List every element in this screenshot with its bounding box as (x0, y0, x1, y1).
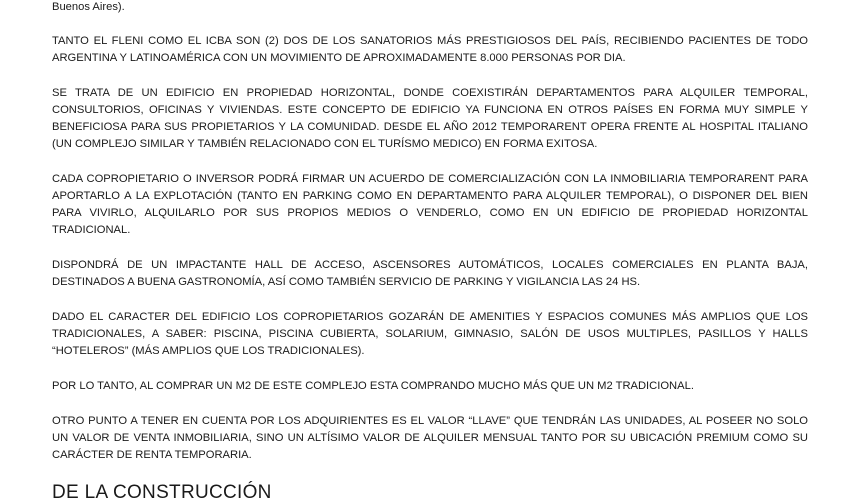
paragraph-amenities: DADO EL CARACTER DEL EDIFICIO LOS COPROPIETARIOS GOZARÁN DE AMENITIES Y ESPACIOS COMUNES MÁS AMPLIOS QUE LOS TRADICIONALES, A SABER: PISCINA, PISCINA CUBIERTA, SOLARIUM, GIMNASIO, SALÓN DE USOS MULTIPLES, PASILLOS Y HALLS “HOTELEROS” (MÁS AMPLIOS QUE LOS TRADICIONALES). (52, 311, 808, 357)
section-heading: DE LA CONSTRUCCIÓN (52, 482, 272, 503)
paragraph-propiedad-horizontal: SE TRATA DE UN EDIFICIO EN PROPIEDAD HORIZONTAL, DONDE COEXISTIRÁN DEPARTAMENTOS PARA ALQUILER TEMPORAL, CONSULTORIOS, OFICINAS Y VIVIENDAS. ESTE CONCEPTO DE EDIFICIO YA FUNCIONA EN OTROS PAÍSES EN FORMA MUY SIMPLE Y BENEFICIOSA PARA SUS PROPIETARIOS Y LA COMUNIDAD. DESDE EL AÑO 2012 TEMPORARENT OPERA FRENTE AL HOSPITAL ITALIANO (UN COMPLEJO SIMILAR Y TAMBIÉN RELACIONADO CON EL TURÍSMO MEDICO) EN FORMA EXITOSA. (52, 87, 808, 150)
paragraph-city-tail: Buenos Aires). (52, 1, 125, 13)
paragraph-m2: POR LO TANTO, AL COMPRAR UN M2 DE ESTE COMPLEJO ESTA COMPRANDO MUCHO MÁS QUE UN M2 TRADICIONAL. (52, 380, 694, 392)
paragraph-hall-acceso: DISPONDRÁ DE UN IMPACTANTE HALL DE ACCESO, ASCENSORES AUTOMÁTICOS, LOCALES COMERCIALES EN PLANTA BAJA, DESTINADOS A BUENA GASTRONOMÍA, ASÍ COMO TAMBIÉN SERVICIO DE PARKING Y VIGILANCIA LAS 24 HS. (52, 259, 808, 288)
paragraph-sanatorios: TANTO EL FLENI COMO EL ICBA SON (2) DOS DE LOS SANATORIOS MÁS PRESTIGIOSOS DEL PAÍS, RECIBIENDO PACIENTES DE TODO ARGENTINA Y LATINOAMÉRICA CON UN MOVIMIENTO DE APROXIMADAMENTE 8.000 PERSONAS POR DIA. (52, 35, 808, 64)
document-body (52, 0, 808, 504)
paragraph-comercializacion: CADA COPROPIETARIO O INVERSOR PODRÁ FIRMAR UN ACUERDO DE COMERCIALIZACIÓN CON LA INMOBILIARIA TEMPORARENT PARA APORTARLO A LA EXPLOTACIÓN (TANTO EN PARKING COMO EN DEPARTAMENTO PARA ALQUILER TEMPORAL), O DISPONER DEL BIEN PARA VIVIRLO, ALQUILARLO POR SUS PROPIOS MEDIOS O VENDERLO, COMO EN UN EDIFICIO DE PROPIEDAD HORIZONTAL TRADICIONAL. (52, 173, 808, 236)
paragraph-valor-llave: OTRO PUNTO A TENER EN CUENTA POR LOS ADQUIRIENTES ES EL VALOR “LLAVE” QUE TENDRÁN LAS UNIDADES, AL POSEER NO SOLO UN VALOR DE VENTA INMOBILIARIA, SINO UN ALTÍSIMO VALOR DE ALQUILER MENSUAL TANTO POR SU UBICACIÓN PREMIUM COMO SU CARÁCTER DE RENTA TEMPORARIA. (52, 415, 808, 461)
